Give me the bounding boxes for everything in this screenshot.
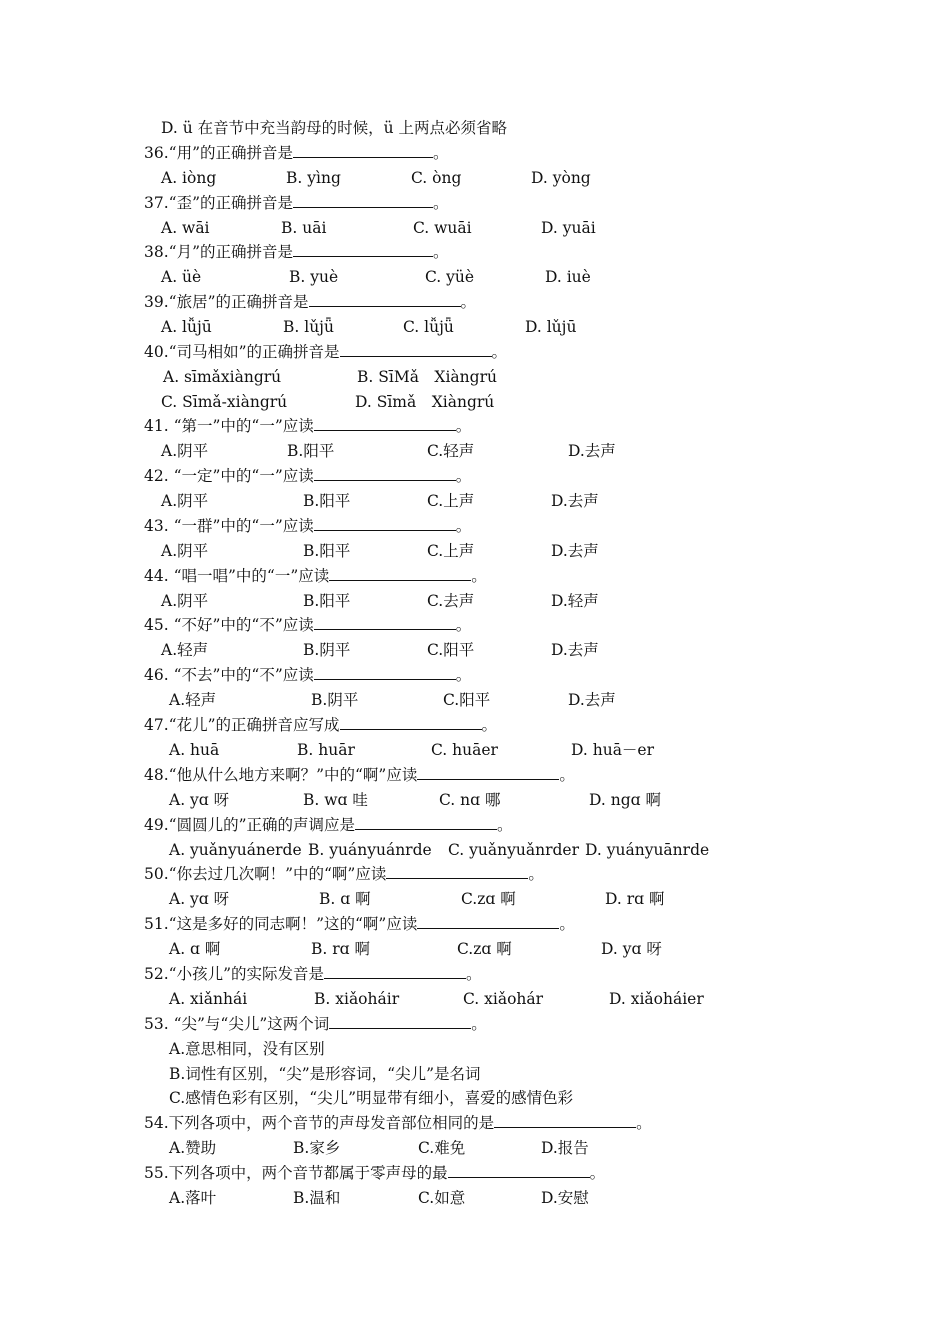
answer-blank[interactable] xyxy=(314,414,456,431)
question-38-option-d[interactable]: D. iuè xyxy=(545,268,591,286)
question-53-option-c[interactable]: C.感情色彩有区别，“尖儿”明显带有细小，喜爱的感情色彩 xyxy=(169,1089,574,1107)
question-text: 40.“司马相如”的正确拼音是 xyxy=(144,343,340,361)
question-46-option-b[interactable]: B.阴平 xyxy=(311,691,359,709)
question-38-option-a[interactable]: A. üè xyxy=(161,268,202,286)
answer-blank[interactable] xyxy=(417,763,559,780)
question-text: 39.“旅居”的正确拼音是 xyxy=(144,293,309,311)
question-39-option-d[interactable]: D. lǔjū xyxy=(525,318,577,336)
question-55-option-d[interactable]: D.安慰 xyxy=(541,1189,589,1207)
question-49-option-d[interactable]: D. yuányuānrde xyxy=(585,841,710,859)
question-text: 44. “唱一唱”中的“一”应读 xyxy=(144,567,330,585)
question-end-mark: 。 xyxy=(460,293,477,311)
question-45-stem xyxy=(144,613,471,637)
question-36-option-b[interactable]: B. yìng xyxy=(286,169,341,187)
question-52-stem xyxy=(144,962,482,986)
question-41-stem xyxy=(144,414,471,438)
question-47-option-d[interactable]: D. huā－er xyxy=(571,741,655,759)
question-47-option-b[interactable]: B. huār xyxy=(297,741,355,759)
question-end-mark: 。 xyxy=(491,343,508,361)
question-53-option-b[interactable]: B.词性有区别，“尖”是形容词，“尖儿”是名词 xyxy=(169,1065,481,1083)
question-text: 42. “一定”中的“一”应读 xyxy=(144,467,314,485)
question-50-option-a[interactable]: A. yɑ 呀 xyxy=(169,890,230,908)
question-40-stem xyxy=(144,340,507,364)
question-51-option-d[interactable]: D. yɑ 呀 xyxy=(601,940,662,958)
question-38-option-c[interactable]: C. yüè xyxy=(425,268,475,286)
question-54-option-b[interactable]: B.家乡 xyxy=(293,1139,341,1157)
question-text: 37.“歪”的正确拼音是 xyxy=(144,194,293,212)
question-45-option-d[interactable]: D.去声 xyxy=(551,641,599,659)
question-end-mark: 。 xyxy=(455,616,472,634)
answer-blank[interactable] xyxy=(314,514,456,531)
question-end-mark: 。 xyxy=(433,194,449,212)
question-48-stem xyxy=(144,763,575,787)
question-39-option-b[interactable]: B. lǔjǖ xyxy=(283,318,334,336)
question-39-option-c[interactable]: C. lǚjǖ xyxy=(403,318,454,336)
question-52-option-d[interactable]: D. xiǎoháier xyxy=(609,990,704,1008)
question-48-option-c[interactable]: C. nɑ 哪 xyxy=(439,791,501,809)
question-46-option-d[interactable]: D.去声 xyxy=(568,691,616,709)
question-49-option-a[interactable]: A. yuǎnyuánerde xyxy=(169,841,302,859)
answer-blank[interactable] xyxy=(293,141,433,158)
question-text: 52.“小孩儿”的实际发音是 xyxy=(144,965,324,983)
question-46-option-a[interactable]: A.轻声 xyxy=(169,691,217,709)
question-43-option-c[interactable]: C.上声 xyxy=(427,542,475,560)
question-50-option-c[interactable]: C.zɑ 啊 xyxy=(461,890,516,908)
question-text: 43. “一群”中的“一”应读 xyxy=(144,517,314,535)
question-39-option-a[interactable]: A. lǚjū xyxy=(161,318,212,336)
question-37-option-b[interactable]: B. uāi xyxy=(281,219,327,237)
question-49-option-b[interactable]: B. yuányuánrde xyxy=(308,841,432,859)
question-42-option-d[interactable]: D.去声 xyxy=(551,492,599,510)
question-54-option-d[interactable]: D.报告 xyxy=(541,1139,589,1157)
question-37-option-a[interactable]: A. wāi xyxy=(161,219,210,237)
question-40-option-d[interactable]: D. Sīmǎ Xiàngrú xyxy=(355,393,495,411)
question-43-option-d[interactable]: D.去声 xyxy=(551,542,599,560)
question-50-option-b[interactable]: B. ɑ 啊 xyxy=(319,890,371,908)
answer-blank[interactable] xyxy=(309,290,461,307)
question-36-stem xyxy=(144,141,449,165)
question-45-option-a[interactable]: A.轻声 xyxy=(161,641,209,659)
answer-blank[interactable] xyxy=(417,912,559,929)
question-50-stem xyxy=(144,862,544,886)
question-43-option-a[interactable]: A.阴平 xyxy=(161,542,209,560)
question-49-stem xyxy=(144,813,513,837)
question-49-option-c[interactable]: C. yuǎnyuǎnrder xyxy=(448,841,580,859)
answer-blank[interactable] xyxy=(340,340,492,357)
question-37-stem xyxy=(144,191,449,215)
question-text: 55.下列各项中，两个音节都属于零声母的最 xyxy=(144,1164,448,1182)
question-text: 45. “不好”中的“不”应读 xyxy=(144,616,314,634)
question-42-option-a[interactable]: A.阴平 xyxy=(161,492,209,510)
question-38-option-b[interactable]: B. yuè xyxy=(289,268,339,286)
question-end-mark: 。 xyxy=(455,666,472,684)
question-44-option-a[interactable]: A.阴平 xyxy=(161,592,209,610)
question-40-option-a[interactable]: A. sīmǎxiàngrú xyxy=(163,368,282,386)
question-end-mark: 。 xyxy=(559,915,575,933)
question-36-option-d[interactable]: D. yòng xyxy=(531,169,591,187)
question-text: 47.“花儿”的正确拼音应写成 xyxy=(144,716,340,734)
question-53-option-a[interactable]: A.意思相同，没有区别 xyxy=(169,1040,325,1058)
question-51-option-b[interactable]: B. rɑ 啊 xyxy=(311,940,371,958)
question-54-option-c[interactable]: C.难免 xyxy=(418,1139,466,1157)
question-44-option-b[interactable]: B.阳平 xyxy=(303,592,351,610)
question-39-stem xyxy=(144,290,476,314)
question-55-option-a[interactable]: A.落叶 xyxy=(169,1189,217,1207)
answer-blank[interactable] xyxy=(494,1111,636,1128)
question-52-option-a[interactable]: A. xiǎnhái xyxy=(169,990,248,1008)
answer-blank[interactable] xyxy=(355,813,497,830)
question-42-stem xyxy=(144,464,471,488)
question-50-option-d[interactable]: D. rɑ 啊 xyxy=(605,890,665,908)
question-54-stem xyxy=(144,1111,652,1135)
question-48-option-d[interactable]: D. ngɑ 啊 xyxy=(589,791,661,809)
question-end-mark: 。 xyxy=(528,865,544,883)
question-46-stem xyxy=(144,663,471,687)
answer-blank[interactable] xyxy=(448,1161,590,1178)
question-42-option-b[interactable]: B.阳平 xyxy=(303,492,351,510)
question-41-option-c[interactable]: C.轻声 xyxy=(427,442,475,460)
question-38-stem xyxy=(144,240,449,264)
question-end-mark: 。 xyxy=(559,766,575,784)
question-text: 50.“你去过几次啊！”中的“啊”应读 xyxy=(144,865,387,883)
question-41-option-a[interactable]: A.阴平 xyxy=(161,442,209,460)
preface-option-d: D. ü 在音节中充当韵母的时候，ü 上两点必须省略 xyxy=(161,119,508,137)
question-text: 51.“这是多好的同志啊！”这的“啊”应读 xyxy=(144,915,418,933)
question-36-option-c[interactable]: C. òng xyxy=(411,169,462,187)
question-44-option-d[interactable]: D.轻声 xyxy=(551,592,599,610)
question-47-option-a[interactable]: A. huā xyxy=(169,741,220,759)
question-end-mark: 。 xyxy=(455,467,472,485)
question-46-option-c[interactable]: C.阳平 xyxy=(443,691,491,709)
question-43-option-b[interactable]: B.阳平 xyxy=(303,542,351,560)
question-text: 48.“他从什么地方来啊？”中的“啊”应读 xyxy=(144,766,418,784)
question-51-option-a[interactable]: A. ɑ 啊 xyxy=(169,940,221,958)
question-text: 38.“月”的正确拼音是 xyxy=(144,243,293,261)
question-36-option-a[interactable]: A. iòng xyxy=(161,169,217,187)
question-52-option-b[interactable]: B. xiǎoháir xyxy=(314,990,400,1008)
question-end-mark: 。 xyxy=(636,1114,652,1132)
answer-blank[interactable] xyxy=(329,1012,471,1029)
question-55-stem xyxy=(144,1161,605,1185)
answer-blank[interactable] xyxy=(314,613,456,630)
question-42-option-c[interactable]: C.上声 xyxy=(427,492,475,510)
question-44-stem xyxy=(144,564,487,588)
question-end-mark: 。 xyxy=(471,567,487,585)
question-45-option-b[interactable]: B.阴平 xyxy=(303,641,351,659)
question-37-option-d[interactable]: D. yuāi xyxy=(541,219,596,237)
question-54-option-a[interactable]: A.赞助 xyxy=(169,1139,217,1157)
question-47-option-c[interactable]: C. huāer xyxy=(431,741,498,759)
question-47-stem xyxy=(144,713,497,737)
question-text: 36.“用”的正确拼音是 xyxy=(144,144,293,162)
answer-blank[interactable] xyxy=(293,240,433,257)
question-53-stem xyxy=(144,1012,487,1036)
question-end-mark: 。 xyxy=(589,1164,606,1182)
question-end-mark: 。 xyxy=(455,417,472,435)
question-52-option-c[interactable]: C. xiǎohár xyxy=(463,990,544,1008)
answer-blank[interactable] xyxy=(324,962,466,979)
question-end-mark: 。 xyxy=(466,965,482,983)
question-55-option-b[interactable]: B.温和 xyxy=(293,1189,341,1207)
question-end-mark: 。 xyxy=(497,816,513,834)
question-44-option-c[interactable]: C.去声 xyxy=(427,592,475,610)
question-41-option-d[interactable]: D.去声 xyxy=(568,442,616,460)
question-text: 41. “第一”中的“一”应读 xyxy=(144,417,314,435)
question-48-option-b[interactable]: B. wɑ 哇 xyxy=(303,791,368,809)
question-text: 54.下列各项中，两个音节的声母发音部位相同的是 xyxy=(144,1114,495,1132)
question-end-mark: 。 xyxy=(481,716,498,734)
question-45-option-c[interactable]: C.阳平 xyxy=(427,641,475,659)
question-51-stem xyxy=(144,912,575,936)
question-40-option-b[interactable]: B. SīMǎ Xiàngrú xyxy=(357,368,497,386)
answer-blank[interactable] xyxy=(314,464,456,481)
question-51-option-c[interactable]: C.zɑ 啊 xyxy=(457,940,512,958)
question-end-mark: 。 xyxy=(433,243,449,261)
question-40-option-c[interactable]: C. Sīmǎ-xiàngrú xyxy=(161,393,288,411)
question-43-stem xyxy=(144,514,471,538)
answer-blank[interactable] xyxy=(314,663,456,680)
question-48-option-a[interactable]: A. yɑ 呀 xyxy=(169,791,230,809)
question-end-mark: 。 xyxy=(471,1015,487,1033)
question-55-option-c[interactable]: C.如意 xyxy=(418,1189,466,1207)
answer-blank[interactable] xyxy=(293,191,433,208)
answer-blank[interactable] xyxy=(340,713,482,730)
question-41-option-b[interactable]: B.阳平 xyxy=(287,442,335,460)
question-end-mark: 。 xyxy=(433,144,449,162)
question-text: 49.“圆圆儿的”正确的声调应是 xyxy=(144,816,355,834)
answer-blank[interactable] xyxy=(329,564,471,581)
question-text: 53. “尖”与“尖儿”这两个词 xyxy=(144,1015,330,1033)
answer-blank[interactable] xyxy=(386,862,528,879)
question-text: 46. “不去”中的“不”应读 xyxy=(144,666,314,684)
question-37-option-c[interactable]: C. wuāi xyxy=(413,219,472,237)
question-end-mark: 。 xyxy=(455,517,472,535)
